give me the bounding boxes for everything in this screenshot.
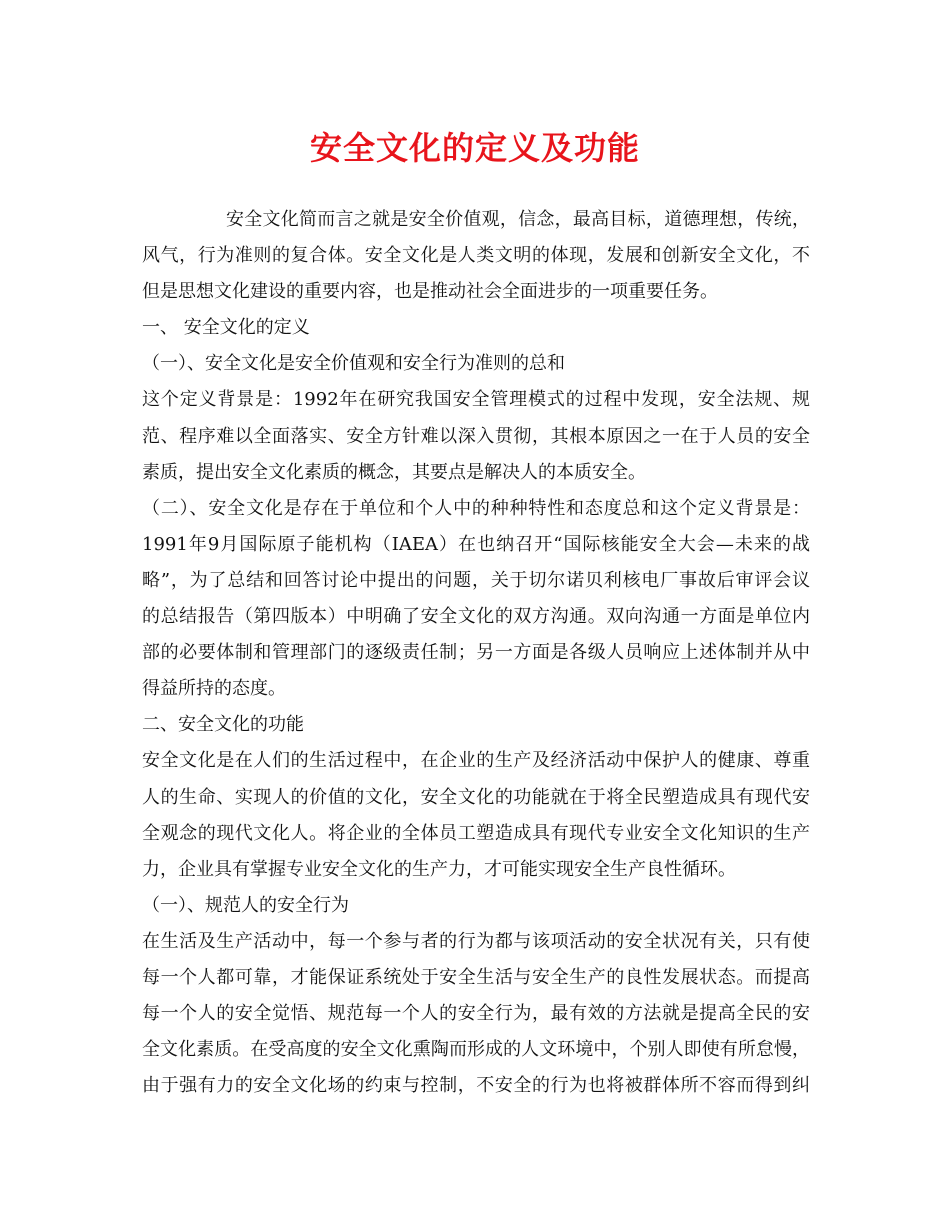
text-line: 一、 安全文化的定义 — [142, 317, 310, 339]
text-line: （一）、安全文化是安全价值观和安全行为准则的总和 — [142, 353, 565, 375]
text-line: 但是思想文化建设的重要内容，也是推动社会全面进步的一项重要任务。 — [142, 281, 718, 303]
text-line: 全观念的现代文化人。将企业的全体员工塑造成具有现代专业安全文化知识的生产 — [142, 822, 810, 844]
text-line: 安全文化是在人们的生活过程中，在企业的生产及经济活动中保护人的健康、尊重 — [142, 750, 810, 772]
text-line: 安全文化简而言之就是安全价值观，信念，最高目标，道德理想，传统， — [226, 209, 810, 230]
text-line: 二、安全文化的功能 — [142, 714, 304, 736]
text-line: （二）、安全文化是存在于单位和个人中的种种特性和态度总和这个定义背景是： — [142, 497, 810, 519]
document-body — [142, 202, 810, 1104]
text-line: 的总结报告（第四版本）中明确了安全文化的双方沟通。双向沟通一方面是单位内 — [142, 606, 810, 628]
text-line: 在生活及生产活动中，每一个参与者的行为都与该项活动的安全状况有关，只有使 — [142, 930, 810, 952]
text-line: 素质，提出安全文化素质的概念，其要点是解决人的本质安全。 — [142, 461, 646, 483]
text-line: 得益所持的态度。 — [142, 678, 286, 700]
text-line: 部的必要体制和管理部门的逐级责任制；另一方面是各级人员响应上述体制并从中 — [142, 642, 810, 664]
text-line: 力，企业具有掌握专业安全文化的生产力，才可能实现安全生产良性循环。 — [142, 858, 736, 880]
text-line: （一）、规范人的安全行为 — [142, 894, 349, 916]
text-line: 风气，行为准则的复合体。安全文化是人类文明的体现，发展和创新安全文化，不 — [142, 245, 810, 267]
text-line: 每一个人的安全觉悟、规范每一个人的安全行为，最有效的方法就是提高全民的安 — [142, 1003, 810, 1025]
text-line: 这个定义背景是：1992年在研究我国安全管理模式的过程中发现，安全法规、规 — [142, 389, 810, 411]
text-line: 由于强有力的安全文化场的约束与控制，不安全的行为也将被群体所不容而得到纠 — [142, 1075, 810, 1097]
text-line: 范、程序难以全面落实、安全方针难以深入贯彻，其根本原因之一在于人员的安全 — [142, 425, 810, 447]
text-line: 略”，为了总结和回答讨论中提出的问题，关于切尔诺贝利核电厂事故后审评会议 — [142, 569, 810, 591]
text-line: 全文化素质。在受高度的安全文化熏陶而形成的人文环境中，个别人即使有所怠慢， — [142, 1039, 810, 1061]
text-line: 人的生命、实现人的价值的文化，安全文化的功能就在于将全民塑造成具有现代安 — [142, 786, 810, 808]
document-title: 安全文化的定义及功能 — [309, 129, 640, 167]
text-line: 每一个人都可靠，才能保证系统处于安全生活与安全生产的良性发展状态。而提高 — [142, 966, 810, 988]
text-line: 1991年9月国际原子能机构（IAEA）在也纳召开“国际核能安全大会—未来的战 — [142, 533, 810, 555]
